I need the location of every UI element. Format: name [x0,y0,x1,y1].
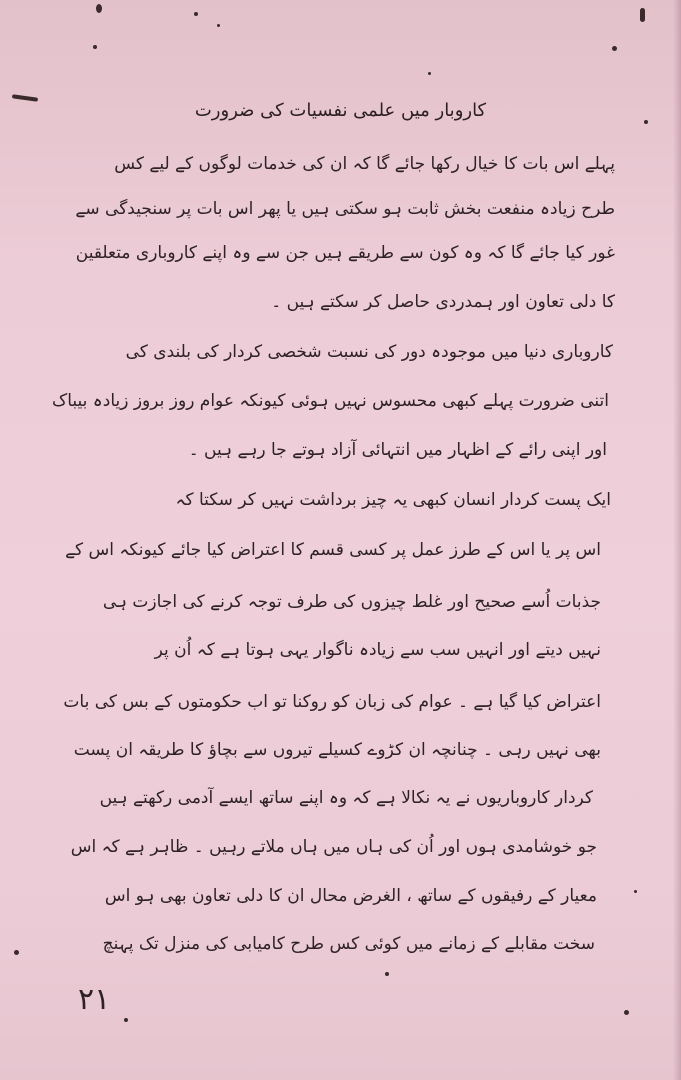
text-line: جذبات اُسے صحیح اور غلط چیزوں کی طرف توجہ کرنے کی اجازت ہی [102,592,601,612]
text-line: پہلے اس بات کا خیال رکھا جائے گا کہ ان کی خدمات لوگوں کے لیے کس [114,154,615,174]
text-line: اور اپنی رائے کے اظہار میں انتہائی آزاد ہوتے جا رہے ہیں ۔ [188,440,607,460]
text-line: کاروباری دنیا میں موجودہ دور کی نسبت شخصی کردار کی بلندی کی [125,342,613,362]
ink-speck [428,72,431,75]
ink-speck [385,972,389,976]
ink-speck [217,24,220,27]
ink-speck [612,46,617,51]
ink-speck [640,8,645,22]
text-line: نہیں دیتے اور انہیں سب سے زیادہ ناگوار یہی ہوتا ہے کہ اُن پر [154,640,601,660]
page-edge-shadow [673,0,681,1080]
text-line: غور کیا جائے گا کہ وہ کون سے طریقے ہیں جن سے وہ اپنے کاروباری متعلقین [75,243,615,263]
text-line: کا دلی تعاون اور ہمدردی حاصل کر سکتے ہیں ۔ [271,292,615,312]
ink-speck [14,950,19,955]
text-line: بھی نہیں رہی ۔ چنانچہ ان کڑوے کسیلے تیروں سے بچاؤ کا طریقہ ان پست [73,740,601,760]
page-number: ۲۱ [78,982,111,1017]
text-line: ایک پست کردار انسان کبھی یہ چیز برداشت نہیں کر سکتا کہ [175,490,611,510]
text-line: سخت مقابلے کے زمانے میں کوئی کس طرح کامیابی کی منزل تک پہنچ [102,934,595,954]
ink-speck [634,890,637,893]
ink-speck [194,12,198,16]
text-line: اس پر یا اس کے طرز عمل پر کسی قسم کا اعتراض کیا جائے کیونکہ اس کے [65,540,601,560]
ink-speck [624,1010,629,1015]
ink-speck [96,4,102,13]
ink-speck [124,1018,128,1022]
text-line: اتنی ضرورت پہلے کبھی محسوس نہیں ہوئی کیونکہ عوام روز بروز زیادہ بیباک [52,391,609,411]
text-line: اعتراض کیا گیا ہے ۔ عوام کی زبان کو روکنا تو اب حکومتوں کے بس کی بات [63,692,601,712]
ink-speck [93,45,97,49]
text-line: جو خوشامدی ہوں اور اُن کی ہاں میں ہاں ملاتے رہیں ۔ ظاہر ہے کہ اس [70,837,597,857]
text-line: طرح زیادہ منفعت بخش ثابت ہو سکتی ہیں یا پھر اس بات پر سنجیدگی سے [75,199,615,219]
page-title: کاروبار میں علمی نفسیات کی ضرورت [194,100,487,121]
text-line: معیار کے رفیقوں کے ساتھ ، الغرض محال ان کا دلی تعاون بھی ہو اس [104,886,597,906]
text-line: کردار کاروباریوں نے یہ نکالا ہے کہ وہ اپنے ساتھ ایسے آدمی رکھتے ہیں [99,788,593,808]
